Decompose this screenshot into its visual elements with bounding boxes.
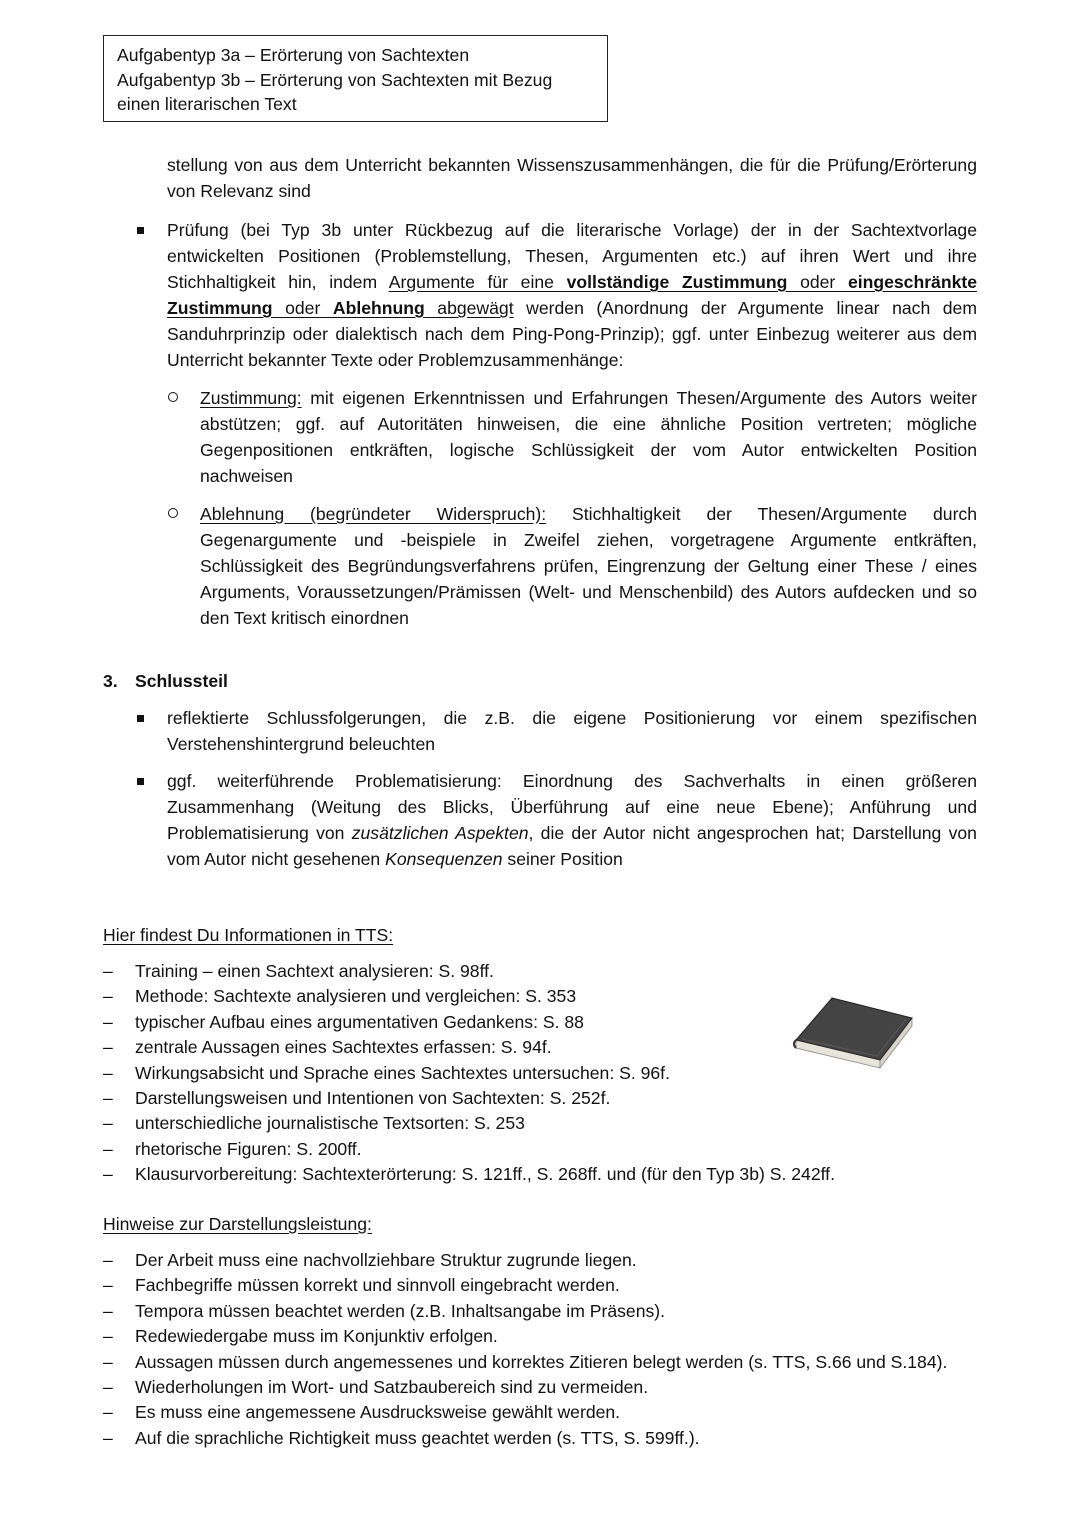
- dash-marker: –: [103, 1250, 113, 1270]
- schluss-bullet-2: [167, 768, 977, 872]
- header-line-1: Aufgabentyp 3a – Erörterung von Sachtexten: [117, 45, 470, 65]
- circle-bullet-icon: [168, 508, 178, 518]
- list-item: [103, 1324, 947, 1349]
- ablehnung-paragraph: [200, 501, 977, 631]
- list-item: [103, 1162, 835, 1187]
- continued-paragraph: stellung von aus dem Unterricht bekannten Wissenszusammenhängen, die für die Prüfung/Erörterung von Relevanz sind: [167, 155, 977, 201]
- list-item: [103, 984, 835, 1009]
- section-number: 3.: [103, 671, 118, 691]
- schluss-b2-text-3: seiner Position: [502, 849, 623, 869]
- pruefung-paragraph: [167, 217, 977, 373]
- schluss-b2-italic-2: Konsequenzen: [385, 849, 503, 869]
- hinweise-list: [103, 1248, 947, 1451]
- book-icon: [792, 990, 917, 1070]
- list-item-text: Aussagen müssen durch angemessenes und korrektes Zitieren belegt werden (s. TTS, S.66 und S.184).: [135, 1351, 948, 1372]
- dash-marker: –: [103, 1164, 113, 1185]
- list-item: [103, 1137, 835, 1162]
- schluss-b2-text-2: , die der Autor nicht angesprochen hat; Darstellung von vom Autor nicht gesehenen: [167, 823, 977, 869]
- pruefung-bold-3: Ablehnung: [332, 298, 425, 318]
- list-item: [103, 1061, 835, 1086]
- pruefung-underline-4: abgewägt: [424, 298, 514, 318]
- list-item: [103, 1273, 947, 1298]
- dash-marker: –: [103, 1062, 113, 1083]
- list-item-text: Tempora müssen beachtet werden (z.B. Inhaltsangabe im Präsens).: [135, 1300, 666, 1321]
- list-item-text: Wiederholungen im Wort- und Satzbaubereich sind zu vermeiden.: [135, 1376, 649, 1397]
- info-list: [103, 959, 835, 1188]
- list-item-text: Es muss eine angemessene Ausdrucksweise gewählt werden.: [135, 1402, 621, 1423]
- list-item-text: typischer Aufbau eines argumentativen Gedankens: S. 88: [135, 1011, 584, 1032]
- square-bullet-icon: [137, 778, 144, 785]
- dash-marker: –: [103, 961, 113, 981]
- schluss-bullet-1: reflektierte Schlussfolgerungen, die z.B. die eigene Positionierung vor einem spezifischen Verstehenshintergrund beleuchten: [167, 708, 977, 754]
- pruefung-text-2: werden (Anordnung der Argumente linear nach dem Sanduhrprinzip oder dialektisch nach dem Ping-Pong-Prinzip); ggf. unter Einbezug weiterer aus dem Unterricht bekannter Texte oder Problemzusammenhänge:: [167, 298, 977, 370]
- list-item-text: Methode: Sachtexte analysieren und vergleichen: S. 353: [135, 986, 577, 1007]
- list-item-text: unterschiedliche journalistische Textsorten: S. 253: [135, 1113, 525, 1134]
- header-line-3: einen literarischen Text: [117, 94, 297, 114]
- header-line-2: Aufgabentyp 3b – Erörterung von Sachtexten mit Bezug: [117, 69, 553, 90]
- list-item: [103, 1111, 835, 1136]
- list-item: [103, 1350, 947, 1375]
- list-item: [103, 1375, 947, 1400]
- dash-marker: –: [103, 1326, 113, 1347]
- section-title: Schlussteil: [135, 671, 228, 691]
- dash-marker: –: [103, 1376, 113, 1397]
- schluss-b2-italic-1: zusätzlichen Aspekten: [351, 823, 529, 843]
- schluss-b2-text-1: ggf. weiterführende Problematisierung: Einordnung des Sachverhalts in einen größeren Zusammenhang (Weitung des Blicks, Überführung auf eine neue Ebene); Anführung und Problematisierung von: [167, 771, 977, 843]
- list-item-text: Training – einen Sachtext analysieren: S. 98ff.: [135, 961, 494, 981]
- zustimmung-label: Zustimmung:: [200, 388, 302, 408]
- list-item: [103, 1086, 835, 1111]
- list-item-text: rhetorische Figuren: S. 200ff.: [135, 1138, 362, 1159]
- list-item: [103, 959, 835, 984]
- ablehnung-text: Stichhaltigkeit der Thesen/Argumente durch Gegenargumente und -beispiele in Zweifel ziehen, vorgetragene Argumente entkräften, Schlüssigkeit des Begründungsverfahrens prüfen, Eingrenzung der Geltung einer These / eines Arguments, Voraussetzungen/Prämissen (Welt- und Menschenbild) des Autors aufdecken und so den Text kritisch einordnen: [200, 504, 978, 628]
- list-item-text: Auf die sprachliche Richtigkeit muss geachtet werden (s. TTS, S. 599ff.).: [135, 1427, 700, 1448]
- list-item-text: Fachbegriffe müssen korrekt und sinnvoll eingebracht werden.: [135, 1275, 620, 1296]
- list-item: [103, 1426, 947, 1451]
- dash-marker: –: [103, 1351, 113, 1372]
- list-item: [103, 1400, 947, 1425]
- list-item-text: Wirkungsabsicht und Sprache eines Sachtextes untersuchen: S. 96f.: [135, 1062, 670, 1083]
- dash-marker: –: [103, 986, 113, 1007]
- dash-marker: –: [103, 1011, 113, 1032]
- dash-marker: –: [103, 1138, 113, 1159]
- dash-marker: –: [103, 1087, 113, 1108]
- pruefung-underline-3: oder: [272, 298, 333, 318]
- list-item-text: zentrale Aussagen eines Sachtextes erfassen: S. 94f.: [135, 1037, 552, 1058]
- header-box: [103, 35, 608, 122]
- zustimmung-paragraph: [200, 385, 977, 489]
- list-item-text: Klausurvorbereitung: Sachtexterörterung: S. 121ff., S. 268ff. und (für den Typ 3b) S. 242ff.: [135, 1164, 835, 1185]
- pruefung-underline-2: oder: [787, 272, 848, 292]
- dash-marker: –: [103, 1275, 113, 1296]
- list-item: [103, 1010, 835, 1035]
- list-item: [103, 1299, 947, 1324]
- dash-marker: –: [103, 1427, 113, 1448]
- ablehnung-label: Ablehnung (begründeter Widerspruch):: [200, 504, 547, 524]
- dash-marker: –: [103, 1037, 113, 1058]
- pruefung-bold-1: vollständige Zustimmung: [566, 272, 788, 292]
- info-heading: Hier findest Du Informationen in TTS:: [103, 925, 394, 945]
- pruefung-bold-2: eingeschränkte Zustimmung: [167, 272, 978, 318]
- dash-marker: –: [103, 1113, 113, 1134]
- list-item-text: Redewiedergabe muss im Konjunktiv erfolgen.: [135, 1326, 498, 1347]
- hinweise-heading: Hinweise zur Darstellungsleistung:: [103, 1214, 372, 1234]
- pruefung-underline-1: Argumente für eine: [388, 272, 567, 292]
- section-heading-schlussteil: [103, 668, 228, 694]
- dash-marker: –: [103, 1300, 113, 1321]
- square-bullet-icon: [137, 227, 144, 234]
- square-bullet-icon: [137, 715, 144, 722]
- list-item: [103, 1248, 947, 1273]
- circle-bullet-icon: [168, 392, 178, 402]
- dash-marker: –: [103, 1402, 113, 1423]
- zustimmung-text: mit eigenen Erkenntnissen und Erfahrungen Thesen/Argumente des Autors weiter abstützen; ggf. auf Autoritäten hinweisen, die eine ähnliche Position vertreten; mögliche Gegenpositionen entkräften, logische Schlüssigkeit der vom Autor entwickelten Position nachweisen: [200, 388, 977, 486]
- list-item-text: Der Arbeit muss eine nachvollziehbare Struktur zugrunde liegen.: [135, 1250, 637, 1270]
- list-item: [103, 1035, 835, 1060]
- pruefung-text-1: Prüfung (bei Typ 3b unter Rückbezug auf die literarische Vorlage) der in der Sachtextvorlage entwickelten Positionen (Problemstellung, Thesen, Argumenten etc.) auf ihren Wert und ihre Stichhaltigkeit hin, indem: [167, 220, 977, 292]
- list-item-text: Darstellungsweisen und Intentionen von Sachtexten: S. 252f.: [135, 1087, 611, 1108]
